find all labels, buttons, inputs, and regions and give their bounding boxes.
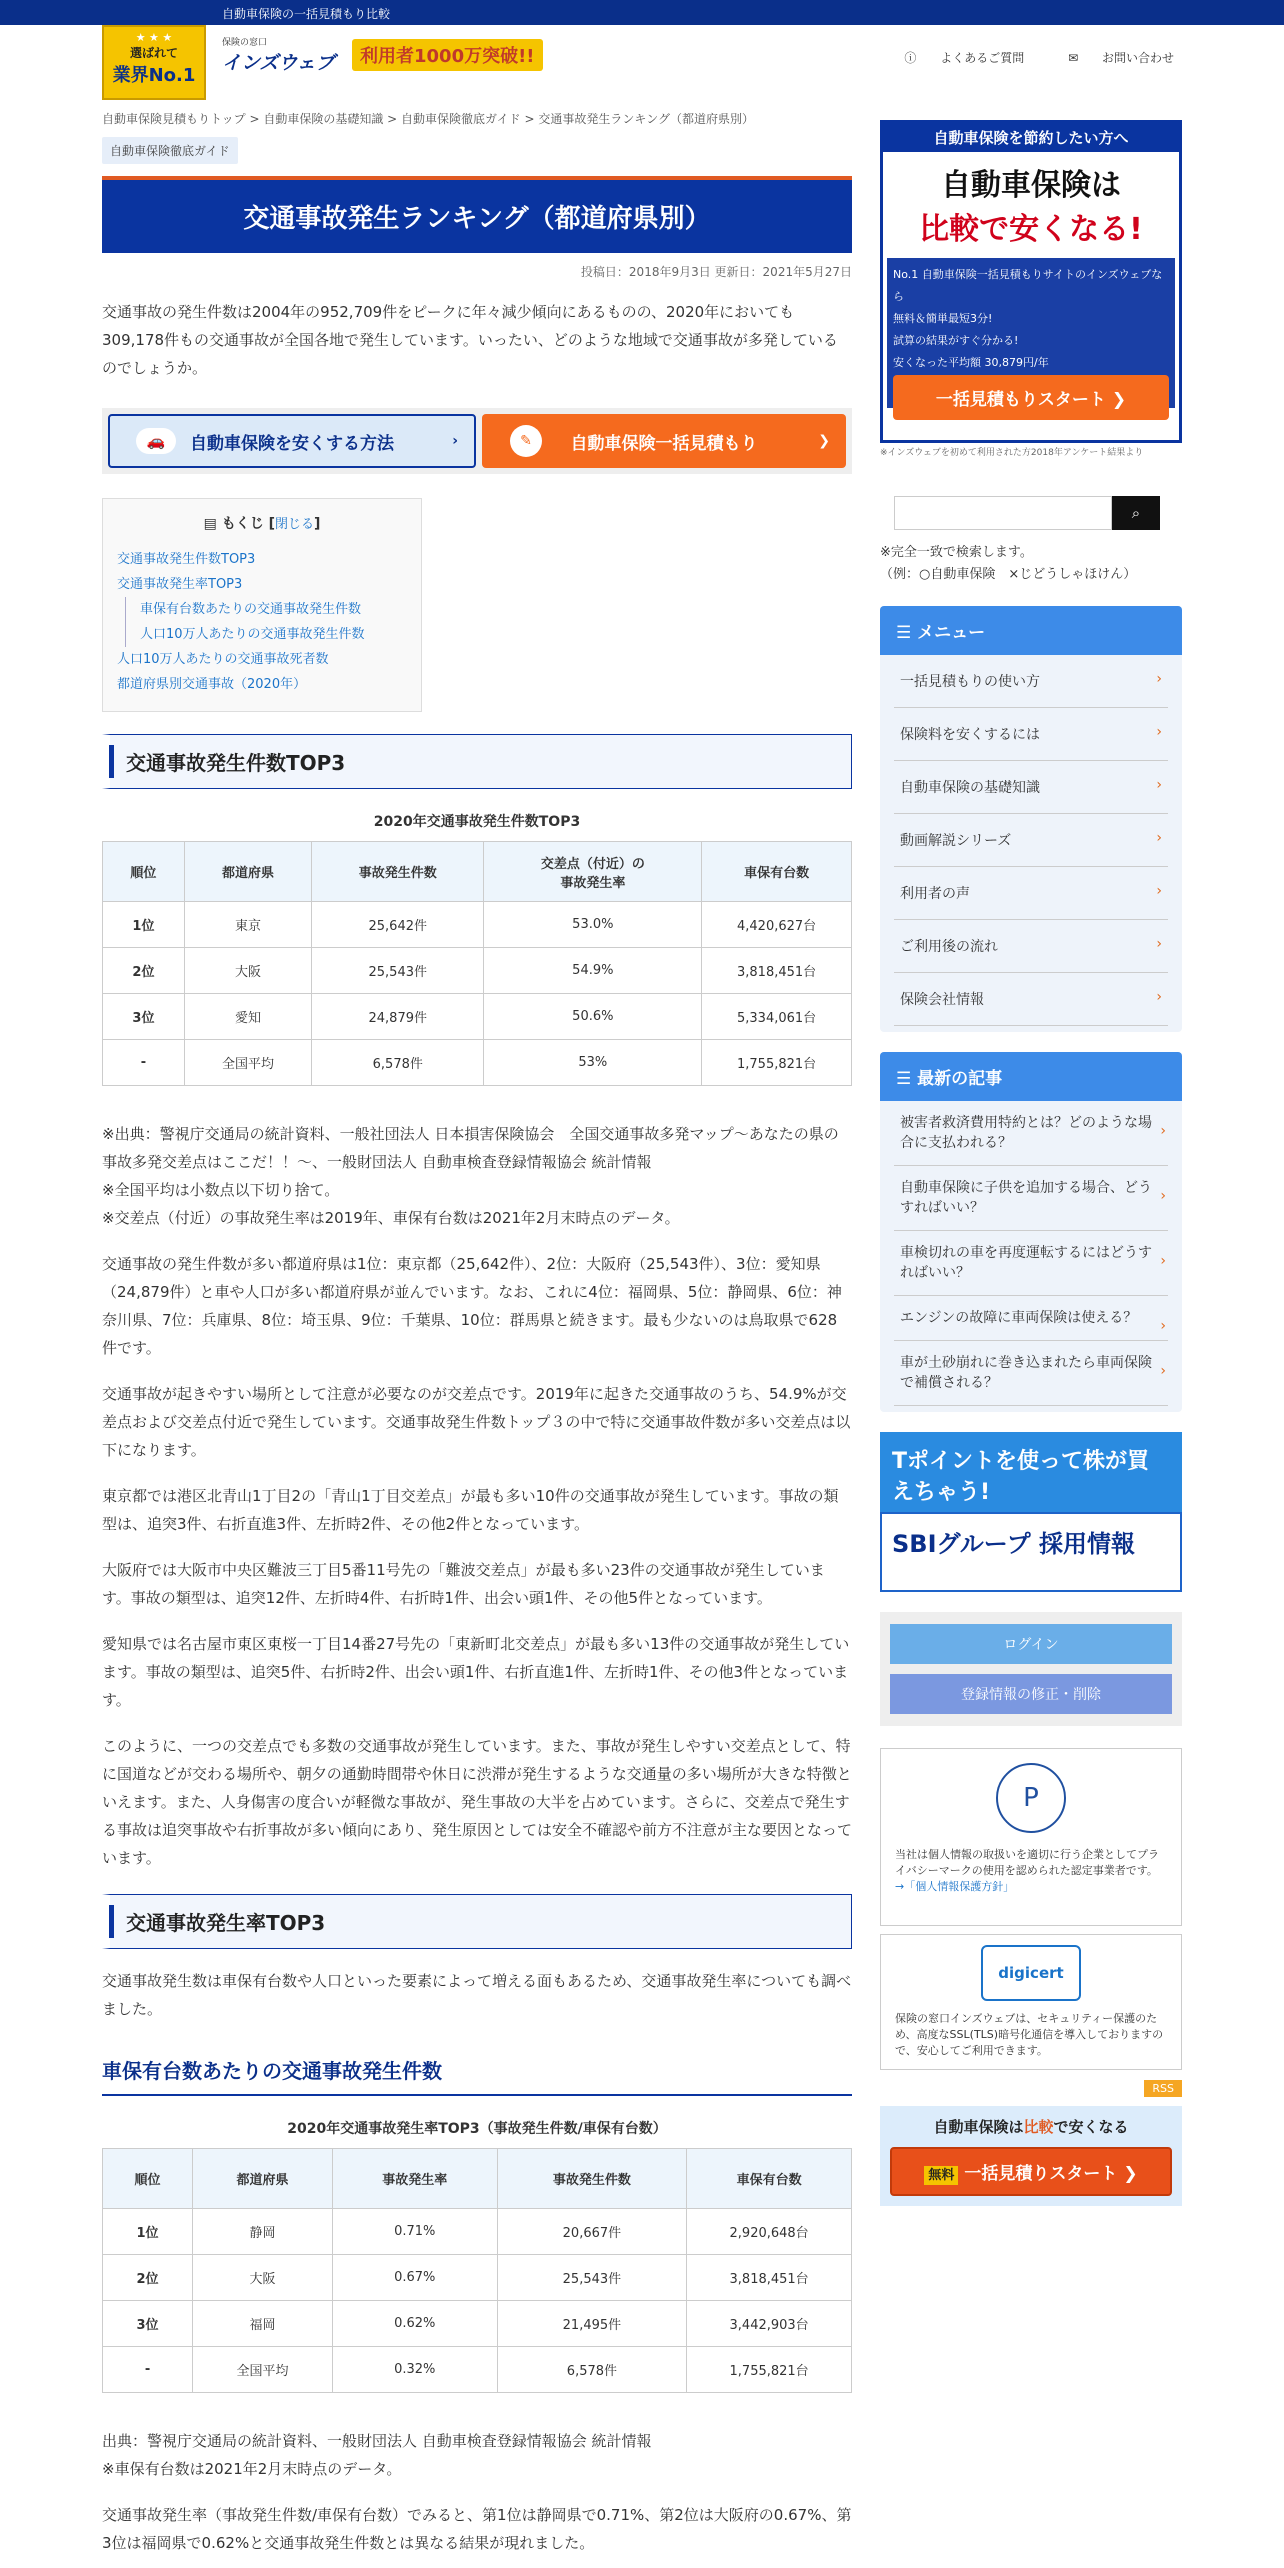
- cta-title-b: 比較: [1023, 2118, 1054, 2136]
- menu-item[interactable]: 保険料を安くするには ›: [894, 708, 1168, 761]
- table-cell: 愛知: [184, 994, 311, 1040]
- search-input[interactable]: [894, 496, 1112, 530]
- login-box: [880, 1612, 1182, 1726]
- section-heading: 交通事故発生率TOP3: [102, 1894, 852, 1949]
- intro-text: 交通事故の発生件数は2004年の952,709件をピークに年々減少傾向にあるものの、2020年においても309,178件もの交通事故が全国各地で発生しています。いったい、どのような地域で交通事故が多発しているのでしょうか。: [102, 303, 838, 377]
- mail-icon: ✉: [1068, 51, 1079, 65]
- table-cell: 50.6%: [484, 994, 702, 1040]
- table-cell: 1位: [103, 2209, 193, 2255]
- category-tag[interactable]: 自動車保険徹底ガイド: [102, 137, 238, 164]
- main-content: [102, 100, 852, 2557]
- table-caption: 2020年交通事故発生件数TOP3: [373, 814, 581, 830]
- table-cell: 2位: [103, 948, 185, 994]
- toc-item[interactable]: 人口10万人あたりの交通事故死者数: [117, 652, 329, 667]
- quote-button[interactable]: [482, 414, 846, 468]
- header-links: [864, 49, 1174, 66]
- table-cell: 2,920,648台: [687, 2209, 852, 2255]
- user-count-badge: 利用者1000万突破!!: [352, 39, 543, 71]
- quote-label: 自動車保険一括見積もり: [570, 433, 758, 454]
- page-title: 交通事故発生ランキング（都道府県別）: [102, 176, 852, 253]
- news-box: [880, 1052, 1182, 1412]
- table-cell: 静岡: [193, 2209, 333, 2255]
- table-cell: 25,642件: [312, 902, 484, 948]
- banner-tpoint: Tポイントを使って株が買えちゃう!: [880, 1432, 1182, 1512]
- source-notes: ※出典：警視庁交通局の統計資料、一般社団法人 日本損害保険協会 全国交通事故多発マップ～あなたの県の事故多発交差点はここだ！！～、一般財団法人 自動車検査登録情報協会 統計情報 ※全国平均は小数点以下切り捨て。 ※交差点（付近）の事故発生率は2019年、車保有台数は2021年2月末時点のデータ。: [102, 1125, 839, 1227]
- news-item[interactable]: 車が土砂崩れに巻き込まれたら車両保険で補償される？ ›: [894, 1341, 1168, 1406]
- sidebar-ad[interactable]: [880, 120, 1182, 443]
- top-bar: [0, 0, 1284, 25]
- badge-line1: 選ばれて: [129, 46, 178, 60]
- chevron-right-icon: ›: [452, 433, 458, 449]
- column-header: 順位: [103, 2149, 193, 2209]
- menu-item[interactable]: ご利用後の流れ ›: [894, 920, 1168, 973]
- ad-card: No.1 自動車保険一括見積もりサイトのインズウェブなら 無料＆簡単最短3分! 試算の結果がすぐ分かる! 安くなった平均額 30,879円/年: [887, 258, 1175, 408]
- ad-cta-label: 一括見積もりスタート: [935, 390, 1106, 410]
- cta-buttons: [102, 408, 852, 474]
- table-cell: 24,879件: [312, 994, 484, 1040]
- sidebar-cta: [880, 2106, 1182, 2206]
- badge-line2: 業界No.1: [112, 65, 196, 86]
- table-cell: 大阪: [193, 2255, 333, 2301]
- table-cell: 0.62%: [332, 2301, 497, 2347]
- table-cell: 3位: [103, 2301, 193, 2347]
- column-header: 事故発生件数: [497, 2149, 687, 2209]
- table-row: [103, 2347, 852, 2393]
- menu-icon: ☰: [896, 1069, 912, 1089]
- menu-item[interactable]: 自動車保険の基礎知識 ›: [894, 761, 1168, 814]
- accident-count-table: [102, 841, 852, 1086]
- toc-toggle[interactable]: 閉じる: [274, 517, 314, 532]
- paragraph: 東京都では港区北青山1丁目2の「青山1丁目交差点」が最も多い10件の交通事故が発生しています。事故の類型は、追突3件、右折直進3件、左折時2件、その他2件となっています。: [102, 1487, 839, 1533]
- privacy-mark-icon: P: [996, 1763, 1066, 1833]
- toc-title: もくじ: [221, 516, 264, 532]
- table-cell: 東京: [184, 902, 311, 948]
- ad-note: ※インズウェブを初めて利用された方2018年アンケート結果より: [880, 448, 1144, 458]
- toc-item[interactable]: 交通事故発生率TOP3: [117, 577, 243, 592]
- table-caption: 2020年交通事故発生率TOP3（事故発生件数/車保有台数）: [287, 2121, 667, 2137]
- paragraph: 交通事故発生率（事故発生件数/車保有台数）でみると、第1位は静岡県で0.71%、第2位は大阪府の0.67%、第3位は福岡県で0.62%と交通事故発生件数とは異なる結果が現れました。: [102, 2506, 852, 2552]
- paragraph: 交通事故発生数は車保有台数や人口といった要素によって増える面もあるため、交通事故発生率についても調べました。: [102, 1972, 852, 2018]
- section-heading: 交通事故発生件数TOP3: [102, 734, 852, 789]
- news-item[interactable]: エンジンの故障に車両保険は使える？ ›: [894, 1296, 1168, 1341]
- table-cell: 21,495件: [497, 2301, 687, 2347]
- column-header: 都道府県: [193, 2149, 333, 2209]
- table-cell: -: [103, 2347, 193, 2393]
- breadcrumb[interactable]: 自動車保険見積もりトップ > 自動車保険の基礎知識 > 自動車保険徹底ガイド > 交通事故発生ランキング（都道府県別）: [102, 112, 754, 126]
- table-cell: -: [103, 1040, 185, 1086]
- table-cell: 53%: [484, 1040, 702, 1086]
- paragraph: このように、一つの交差点でも多数の交通事故が発生しています。また、事故が発生しやすい交差点として、特に国道などが交わる場所や、朝夕の通勤時間帯や休日に渋滞が発生するような交通量の多い場所が大きな特徴といえます。また、人身傷害の度合いが軽微な事故が、発生事故の大半を占めています。さらに、交差点で発生する事故は追突事故や右折事故が多い傾向にあり、発生原因としては安全不確認や前方不注意が主な要因となっています。: [102, 1737, 853, 1867]
- menu-item[interactable]: 利用者の声 ›: [894, 867, 1168, 920]
- ad-headline2: 比較で安くなる!: [919, 212, 1143, 247]
- car-icon: 🚗: [136, 428, 176, 454]
- privacy-box: [880, 1748, 1182, 1926]
- no1-badge: [102, 25, 206, 100]
- subsection-heading: 車保有台数あたりの交通事故発生件数: [102, 2055, 852, 2096]
- privacy-policy-link[interactable]: →「個人情報保護方針」: [895, 1880, 1015, 1893]
- paragraph: 大阪府では大阪市中央区難波三丁目5番11号先の「難波交差点」が最も多い23件の交通事故が発生しています。事故の類型は、追突12件、左折時4件、右折時1件、出会い頭1件、その他5件となっています。: [102, 1561, 825, 1607]
- source-notes: 出典：警視庁交通局の統計資料、一般財団法人 自動車検査登録情報協会 統計情報 ※車保有台数は2021年2月末時点のデータ。: [102, 2432, 652, 2478]
- table-cell: 6,578件: [312, 1040, 484, 1086]
- column-header: 事故発生率: [332, 2149, 497, 2209]
- column-header: 都道府県: [184, 842, 311, 902]
- digicert-box: [880, 1934, 1182, 2070]
- menu-item[interactable]: 動画解説シリーズ ›: [894, 814, 1168, 867]
- table-cell: 1,755,821台: [687, 2347, 852, 2393]
- document-icon: ✎: [510, 425, 542, 457]
- table-cell: 全国平均: [184, 1040, 311, 1086]
- table-cell: 0.32%: [332, 2347, 497, 2393]
- sbi-banner[interactable]: [880, 1432, 1182, 1592]
- paragraph: 交通事故が起きやすい場所として注意が必要なのが交差点です。2019年に起きた交通事故のうち、54.9%が交差点および交差点付近で発生しています。交通事故発生件数トップ３の中で特に交通事故件数が多い交差点は以下になります。: [102, 1385, 851, 1459]
- save-tips-button[interactable]: [108, 414, 476, 468]
- search-button[interactable]: [1112, 496, 1160, 530]
- table-cell: 1位: [103, 902, 185, 948]
- table-cell: 3,442,903台: [687, 2301, 852, 2347]
- digicert-text: 保険の窓口インズウェブは、セキュリティー保護のため、高度なSSL(TLS)暗号化通信を導入しておりますので、安心してご利用できます。: [895, 2012, 1164, 2057]
- contact-label: お問い合わせ: [1101, 51, 1174, 65]
- table-row: [103, 948, 852, 994]
- table-row: [103, 994, 852, 1040]
- table-cell: 2位: [103, 2255, 193, 2301]
- news-item[interactable]: 車検切れの車を再度運転するにはどうすればいい？ ›: [894, 1231, 1168, 1296]
- table-cell: 3,818,451台: [687, 2255, 852, 2301]
- news-item[interactable]: 被害者救済費用特約とは？どのような場合に支払われる？ ›: [894, 1101, 1168, 1166]
- faq-label: よくあるご質問: [940, 51, 1025, 65]
- table-cell: 3,818,451台: [702, 948, 852, 994]
- faq-link[interactable]: [884, 51, 1024, 65]
- cta-title-a: 自動車保険は: [933, 2118, 1024, 2136]
- table-cell: 20,667件: [497, 2209, 687, 2255]
- menu-item[interactable]: 一括見積もりの使い方 ›: [894, 655, 1168, 708]
- site-logo[interactable]: [222, 35, 335, 75]
- paragraph: 愛知県では名古屋市東区東桜一丁目14番27号先の「東新町北交差点」が最も多い13件の交通事故が発生しています。事故の類型は、追突5件、右折時2件、出会い頭1件、右折直進1件、左折時1件、その他3件となっています。: [102, 1635, 850, 1709]
- news-title: 最新の記事: [917, 1069, 1003, 1089]
- chevron-right-icon: ❯: [818, 433, 830, 449]
- star-icons: ★ ★ ★: [135, 31, 173, 44]
- login-button[interactable]: ログイン: [890, 1624, 1172, 1664]
- toc-item[interactable]: 都道府県別交通事故（2020年）: [117, 677, 307, 692]
- column-header: 車保有台数: [687, 2149, 852, 2209]
- column-header: 順位: [103, 842, 185, 902]
- digicert-seal-icon[interactable]: digicert: [981, 1945, 1081, 2001]
- table-cell: 53.0%: [484, 902, 702, 948]
- table-cell: 25,543件: [312, 948, 484, 994]
- rss-button[interactable]: RSS: [1144, 2080, 1182, 2097]
- menu-box: [880, 606, 1182, 1032]
- search-note: ※完全一致で検索します。 （例：○自動車保険 ×じどうしゃほけん）: [880, 545, 1137, 582]
- column-header: 事故発生件数: [312, 842, 484, 902]
- free-tag: 無料: [924, 2166, 958, 2185]
- logo-name: インズウェブ: [222, 52, 335, 74]
- table-row: [103, 902, 852, 948]
- privacy-text: 当社は個人情報の取扱いを適切に行う企業としてプライバシーマークの使用を認められた認定事業者です。: [895, 1848, 1159, 1877]
- edit-registration-button[interactable]: 登録情報の修正・削除: [890, 1674, 1172, 1714]
- table-row: [103, 2209, 852, 2255]
- paragraph: 交通事故の発生件数が多い都道府県は1位：東京都（25,642件）、2位：大阪府（25,543件）、3位：愛知県（24,879件）と車や人口が多い都道府県が並んでいます。なお、これに4位：福岡県、5位：静岡県、6位：神奈川県、7位：兵庫県、8位：埼玉県、9位：千葉県、10位：群馬県と続きます。最も少ないのは鳥取県で628件です。: [102, 1255, 842, 1357]
- ad-start-button[interactable]: 一括見積もりスタート ❯: [893, 375, 1169, 420]
- site-header: [0, 25, 1284, 100]
- table-cell: 大阪: [184, 948, 311, 994]
- toc-item[interactable]: 交通事故発生件数TOP3: [117, 552, 256, 567]
- table-cell: 全国平均: [193, 2347, 333, 2393]
- sidebar-quote-button[interactable]: 無料 一括見積りスタート ❯: [890, 2147, 1172, 2196]
- cta-btn-label: 一括見積りスタート: [964, 2164, 1118, 2184]
- sidebar: [880, 120, 1182, 2206]
- menu-title: メニュー: [917, 623, 986, 643]
- news-item[interactable]: 自動車保険に子供を追加する場合、どうすればいい？ ›: [894, 1166, 1168, 1231]
- table-cell: 25,543件: [497, 2255, 687, 2301]
- table-of-contents: ▤ もくじ [閉じる] 交通事故発生件数TOP3 交通事故発生率TOP3 車保有台数あたりの交通事故発生件数 人口10万人あたりの交通事故発生件数 人口10万人あたりの交通事故死者数 都道府県別交通事故（2020年）: [102, 498, 422, 712]
- logo-subtitle: 保険の窓口: [222, 38, 268, 48]
- table-row: [103, 2255, 852, 2301]
- table-cell: 0.71%: [332, 2209, 497, 2255]
- menu-item[interactable]: 保険会社情報 ›: [894, 973, 1168, 1026]
- table-cell: 6,578件: [497, 2347, 687, 2393]
- table-row: [103, 1040, 852, 1086]
- ad-band: 自動車保険を節約したい方へ: [883, 123, 1179, 152]
- ad-headline1: 自動車保険は: [941, 168, 1121, 203]
- banner-recruit: SBIグループ 採用情報: [880, 1512, 1182, 1592]
- search-form: [894, 496, 1182, 530]
- tagline: 自動車保険の一括見積もり比較: [222, 7, 391, 21]
- table-cell: 54.9%: [484, 948, 702, 994]
- menu-icon: ☰: [896, 623, 912, 643]
- column-header: 交差点（付近）の 事故発生率: [484, 842, 702, 902]
- save-tips-label: 自動車保険を安くする方法: [190, 433, 394, 454]
- cta-title-c: で安くなる: [1053, 2118, 1129, 2136]
- contact-link[interactable]: [1048, 51, 1174, 65]
- toc-list: [117, 547, 407, 697]
- toc-item[interactable]: 車保有台数あたりの交通事故発生件数: [125, 597, 407, 622]
- toc-item[interactable]: 人口10万人あたりの交通事故発生件数: [125, 622, 407, 647]
- table-cell: 福岡: [193, 2301, 333, 2347]
- post-dates: 投稿日：2018年9月3日 更新日：2021年5月27日: [580, 265, 852, 279]
- table-cell: 3位: [103, 994, 185, 1040]
- column-header: 車保有台数: [702, 842, 852, 902]
- table-cell: 5,334,061台: [702, 994, 852, 1040]
- table-cell: 4,420,627台: [702, 902, 852, 948]
- accident-rate-table: [102, 2148, 852, 2393]
- search-icon: ⌕: [1131, 504, 1141, 522]
- question-icon: ⓘ: [904, 51, 917, 65]
- table-row: [103, 2301, 852, 2347]
- table-cell: 0.67%: [332, 2255, 497, 2301]
- table-cell: 1,755,821台: [702, 1040, 852, 1086]
- toc-icon: ▤: [203, 516, 217, 532]
